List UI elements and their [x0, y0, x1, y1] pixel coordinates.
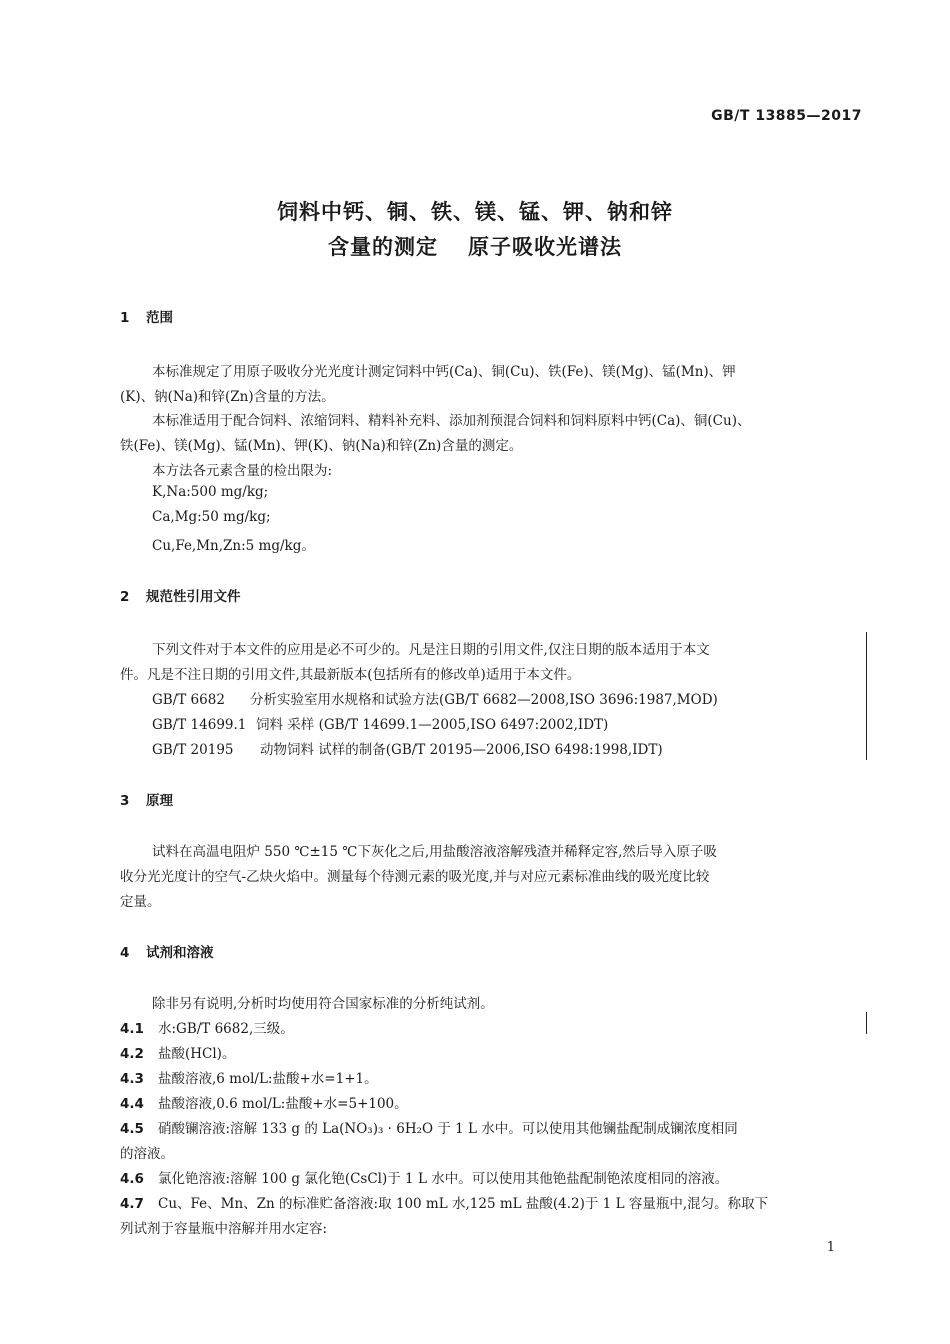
- clause-text: 硝酸镧溶液:溶解 133 g 的 La(NO₃)₃ · 6H₂O 于 1 L 水中。可以使用其他镧盐配制成镧浓度相同: [158, 1121, 738, 1137]
- clause-continuation: 的溶液。: [120, 1146, 174, 1162]
- reference-code: GB/T 14699.1: [152, 717, 247, 733]
- reference-code: GB/T 6682: [152, 692, 225, 708]
- clause-text: 盐酸(HCl)。: [158, 1046, 236, 1062]
- change-bar: [866, 632, 867, 760]
- section-number: 1: [120, 310, 130, 326]
- reference-item: [152, 738, 663, 758]
- section-title: 试剂和溶液: [146, 945, 214, 961]
- paragraph-line: 铁(Fe)、镁(Mg)、锰(Mn)、钾(K)、钠(Na)和锌(Zn)含量的测定。: [120, 438, 523, 454]
- clause-item: [120, 1042, 235, 1062]
- clause-item: [120, 1117, 738, 1137]
- paragraph-line: 试料在高温电阻炉 550 ℃±15 ℃下灰化之后,用盐酸溶液溶解残渣并稀释定容,然后导入原子吸: [152, 844, 717, 860]
- section-heading-normative-references: [120, 585, 241, 605]
- title-part-a: 含量的测定: [328, 235, 438, 259]
- section-heading-reagents: [120, 941, 214, 961]
- reference-title: 动物饲料 试样的制备(GB/T 20195—2006,ISO 6498:1998,IDT): [260, 742, 663, 758]
- clause-continuation: 列试剂于容量瓶中溶解并用水定容:: [120, 1221, 328, 1237]
- reference-item: [152, 713, 608, 733]
- paragraph-line: 定量。: [120, 894, 161, 910]
- detection-limit-line: Cu,Fe,Mn,Zn:5 mg/kg。: [152, 538, 315, 554]
- clause-number: 4.6: [120, 1171, 144, 1187]
- section-heading-scope: [120, 306, 173, 326]
- clause-item: [120, 1017, 294, 1037]
- standard-code: GB/T 13885—2017: [711, 108, 862, 124]
- clause-number: 4.4: [120, 1096, 144, 1112]
- clause-number: 4.7: [120, 1196, 144, 1212]
- section-title: 规范性引用文件: [146, 589, 241, 605]
- change-bar: [866, 1012, 867, 1034]
- paragraph-line: 本标准适用于配合饲料、浓缩饲料、精料补充料、添加剂预混合饲料和饲料原料中钙(Ca)、铜(Cu)、: [152, 413, 751, 429]
- clause-text: Cu、Fe、Mn、Zn 的标准贮备溶液:取 100 mL 水,125 mL 盐酸(4.2)于 1 L 容量瓶中,混匀。称取下: [158, 1196, 769, 1212]
- paragraph-line: 本方法各元素含量的检出限为:: [152, 463, 333, 479]
- clause-number: 4.2: [120, 1046, 144, 1062]
- paragraph-line: 下列文件对于本文件的应用是必不可少的。凡是注日期的引用文件,仅注日期的版本适用于本文: [152, 642, 710, 658]
- document-title-line-1: 饲料中钙、铜、铁、镁、锰、钾、钠和锌: [277, 200, 673, 224]
- section-number: 2: [120, 589, 130, 605]
- section-number: 4: [120, 945, 130, 961]
- section-title: 原理: [146, 793, 173, 809]
- clause-text: 水:GB/T 6682,三级。: [158, 1021, 294, 1037]
- page-number: 1: [826, 1240, 835, 1255]
- clause-text: 氯化铯溶液:溶解 100 g 氯化铯(CsCl)于 1 L 水中。可以使用其他铯盐配制铯浓度相同的溶液。: [158, 1171, 729, 1187]
- section-title: 范围: [146, 310, 173, 326]
- title-part-b: 原子吸收光谱法: [468, 235, 622, 259]
- clause-number: 4.5: [120, 1121, 144, 1137]
- reference-title: 饲料 采样 (GB/T 14699.1—2005,ISO 6497:2002,IDT): [256, 717, 609, 733]
- paragraph-line: 收分光光度计的空气-乙炔火焰中。测量每个待测元素的吸光度,并与对应元素标准曲线的吸光度比较: [120, 869, 710, 885]
- reference-code: GB/T 20195: [152, 742, 234, 758]
- paragraph-line: 除非另有说明,分析时均使用符合国家标准的分析纯试剂。: [152, 996, 494, 1012]
- clause-item: [120, 1092, 408, 1112]
- clause-item: [120, 1192, 768, 1212]
- section-heading-principle: [120, 789, 173, 809]
- document-title-line-2: [0, 231, 950, 261]
- clause-item: [120, 1067, 378, 1087]
- detection-limit-line: Ca,Mg:50 mg/kg;: [152, 509, 271, 525]
- section-number: 3: [120, 793, 130, 809]
- paragraph-line: 件。凡是不注日期的引用文件,其最新版本(包括所有的修改单)适用于本文件。: [120, 667, 581, 683]
- detection-limit-line: K,Na:500 mg/kg;: [152, 484, 269, 500]
- paragraph-line: 本标准规定了用原子吸收分光光度计测定饲料中钙(Ca)、铜(Cu)、铁(Fe)、镁(Mg)、锰(Mn)、钾: [152, 364, 736, 380]
- clause-item: [120, 1167, 728, 1187]
- clause-number: 4.3: [120, 1071, 144, 1087]
- reference-title: 分析实验室用水规格和试验方法(GB/T 6682—2008,ISO 3696:1987,MOD): [250, 692, 718, 708]
- clause-text: 盐酸溶液,6 mol/L:盐酸+水=1+1。: [158, 1071, 378, 1087]
- paragraph-line: (K)、钠(Na)和锌(Zn)含量的方法。: [120, 389, 335, 405]
- clause-text: 盐酸溶液,0.6 mol/L:盐酸+水=5+100。: [158, 1096, 408, 1112]
- clause-number: 4.1: [120, 1021, 144, 1037]
- reference-item: [152, 688, 718, 708]
